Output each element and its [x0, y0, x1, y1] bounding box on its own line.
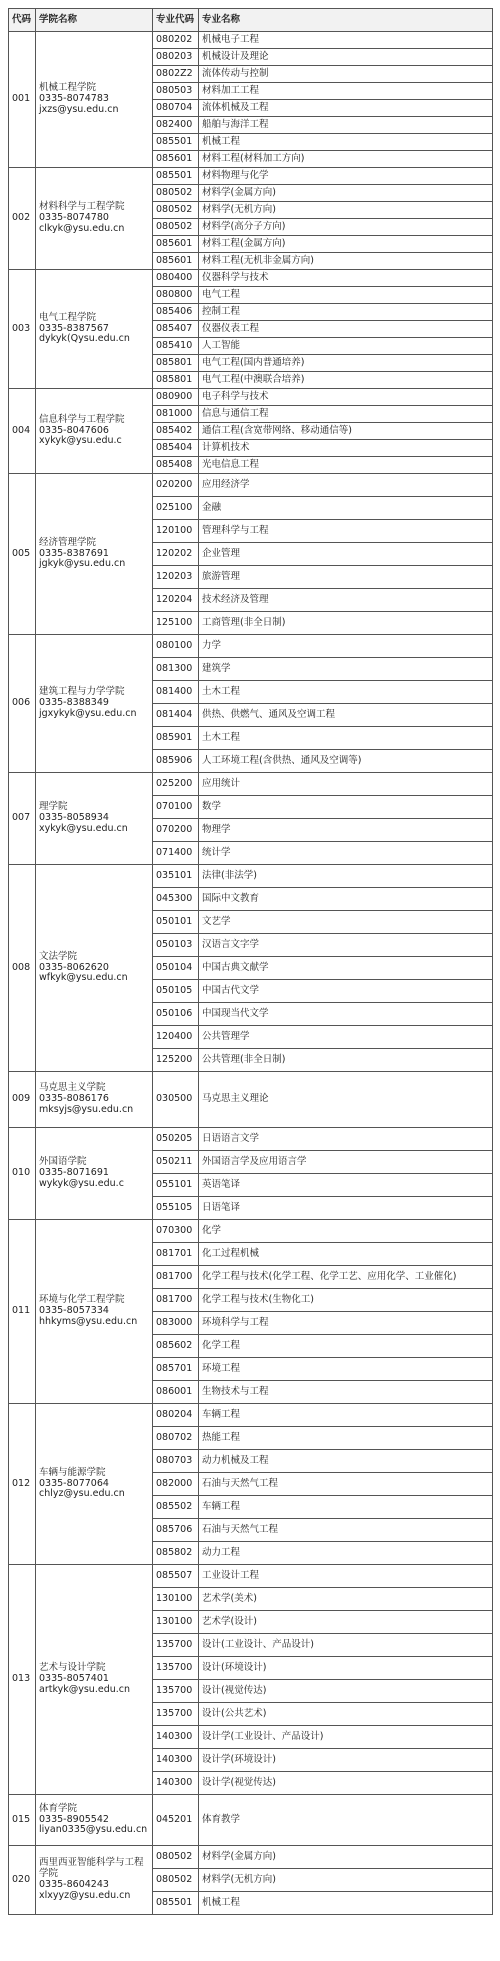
college-phone: 0335-8071691	[39, 1167, 109, 1179]
major-code: 125100	[153, 612, 199, 635]
major-code: 085402	[153, 423, 199, 440]
major-name: 日语笔译	[199, 1197, 493, 1220]
table-row	[9, 635, 493, 658]
major-code: 082000	[153, 1473, 199, 1496]
major-code: 086001	[153, 1381, 199, 1404]
major-name: 英语笔译	[199, 1174, 493, 1197]
major-name: 环境工程	[199, 1358, 493, 1381]
college-name: 环境与化学工程学院	[39, 1294, 125, 1306]
major-name: 艺术学(设计)	[199, 1611, 493, 1634]
college-phone: 0335-8058934	[39, 812, 109, 824]
major-name: 石油与天然气工程	[199, 1473, 493, 1496]
major-code: 083000	[153, 1312, 199, 1335]
header-code: 代码	[9, 9, 36, 32]
college-info	[36, 1220, 153, 1404]
table-row	[9, 389, 493, 406]
college-info	[36, 1404, 153, 1565]
college-email: wfkyk@ysu.edu.cn	[39, 972, 128, 984]
table-row	[9, 1072, 493, 1128]
major-code: 120202	[153, 543, 199, 566]
college-info	[36, 168, 153, 270]
major-name: 工商管理(非全日制)	[199, 612, 493, 635]
college-email: clkyk@ysu.edu.cn	[39, 222, 125, 234]
major-code: 081000	[153, 406, 199, 423]
major-code: 085404	[153, 440, 199, 457]
college-info	[36, 635, 153, 773]
college-info	[36, 865, 153, 1072]
college-name: 车辆与能源学院	[39, 1466, 106, 1478]
college-phone: 0335-8074783	[39, 93, 109, 105]
major-name: 计算机技术	[199, 440, 493, 457]
college-email: jxzs@ysu.edu.cn	[39, 103, 119, 115]
major-name: 企业管理	[199, 543, 493, 566]
college-code: 011	[9, 1220, 36, 1404]
major-name: 设计(环境设计)	[199, 1657, 493, 1680]
major-name: 材料学(金属方向)	[199, 185, 493, 202]
major-name: 中国现当代文学	[199, 1003, 493, 1026]
major-code: 055101	[153, 1174, 199, 1197]
major-code: 050103	[153, 934, 199, 957]
major-name: 法律(非法学)	[199, 865, 493, 888]
college-name: 建筑工程与力学学院	[39, 686, 125, 698]
major-name: 中国古代文学	[199, 980, 493, 1003]
major-code: 085901	[153, 727, 199, 750]
major-code: 035101	[153, 865, 199, 888]
major-name: 设计(公共艺术)	[199, 1703, 493, 1726]
major-code: 080704	[153, 100, 199, 117]
major-code: 085701	[153, 1358, 199, 1381]
major-name: 汉语言文字学	[199, 934, 493, 957]
college-name: 信息科学与工程学院	[39, 413, 125, 425]
major-name: 机械电子工程	[199, 32, 493, 49]
college-email: wykyk@ysu.edu.c	[39, 1177, 124, 1189]
college-phone: 0335-8388349	[39, 697, 109, 709]
college-code: 002	[9, 168, 36, 270]
college-code: 015	[9, 1795, 36, 1846]
major-code: 025100	[153, 497, 199, 520]
major-code: 080900	[153, 389, 199, 406]
college-name: 理学院	[39, 801, 68, 813]
major-code: 050211	[153, 1151, 199, 1174]
major-code: 085408	[153, 457, 199, 474]
major-name: 供热、供燃气、通风及空调工程	[199, 704, 493, 727]
major-code: 050105	[153, 980, 199, 1003]
college-code: 010	[9, 1128, 36, 1220]
major-name: 人工环境工程(含供热、通风及空调等)	[199, 750, 493, 773]
major-name: 国际中文教育	[199, 888, 493, 911]
college-code: 001	[9, 32, 36, 168]
table-row	[9, 773, 493, 796]
major-name: 材料物理与化学	[199, 168, 493, 185]
major-code: 130100	[153, 1588, 199, 1611]
college-code: 012	[9, 1404, 36, 1565]
college-phone: 0335-8047606	[39, 424, 109, 436]
college-phone: 0335-8604243	[39, 1879, 109, 1890]
major-name: 石油与天然气工程	[199, 1519, 493, 1542]
college-email: xlxyyz@ysu.edu.cn	[39, 1889, 131, 1901]
major-code: 050205	[153, 1128, 199, 1151]
major-code: 085801	[153, 372, 199, 389]
major-code: 080703	[153, 1450, 199, 1473]
major-code: 070300	[153, 1220, 199, 1243]
major-name: 机械工程	[199, 134, 493, 151]
major-name: 材料学(高分子方向)	[199, 219, 493, 236]
college-name: 外国语学院	[39, 1156, 87, 1168]
major-code: 080100	[153, 635, 199, 658]
major-code: 045201	[153, 1795, 199, 1846]
college-info	[36, 32, 153, 168]
college-phone: 0335-8387691	[39, 547, 109, 559]
major-name: 化学工程	[199, 1335, 493, 1358]
college-name: 体育学院	[39, 1802, 78, 1814]
major-name: 土木工程	[199, 681, 493, 704]
major-code: 135700	[153, 1680, 199, 1703]
major-code: 081700	[153, 1266, 199, 1289]
college-email: chlyz@ysu.edu.cn	[39, 1488, 125, 1500]
major-name: 流体机械及工程	[199, 100, 493, 117]
major-code: 085802	[153, 1542, 199, 1565]
college-info	[36, 1795, 153, 1846]
major-name: 建筑学	[199, 658, 493, 681]
major-code: 080400	[153, 270, 199, 287]
table-body	[9, 32, 493, 1915]
major-code: 120100	[153, 520, 199, 543]
major-name: 化学工程与技术(化学工程、化学工艺、应用化学、工业催化)	[199, 1266, 493, 1289]
table-row	[9, 865, 493, 888]
major-name: 材料工程(无机非金属方向)	[199, 253, 493, 270]
college-phone: 0335-8077064	[39, 1477, 109, 1489]
major-name: 力学	[199, 635, 493, 658]
major-name: 机械设计及理论	[199, 49, 493, 66]
college-code: 008	[9, 865, 36, 1072]
major-code: 080502	[153, 185, 199, 202]
major-code: 120204	[153, 589, 199, 612]
major-code: 085407	[153, 321, 199, 338]
major-code: 045300	[153, 888, 199, 911]
college-code: 004	[9, 389, 36, 474]
major-name: 信息与通信工程	[199, 406, 493, 423]
major-code: 081404	[153, 704, 199, 727]
major-code: 085507	[153, 1565, 199, 1588]
major-name: 金融	[199, 497, 493, 520]
major-code: 080204	[153, 1404, 199, 1427]
major-name: 仪器仪表工程	[199, 321, 493, 338]
major-code: 080503	[153, 83, 199, 100]
major-name: 动力工程	[199, 1542, 493, 1565]
college-email: jgxykyk@ysu.edu.cn	[39, 707, 137, 719]
major-code: 140300	[153, 1749, 199, 1772]
college-info	[36, 1846, 153, 1915]
table-row	[9, 1565, 493, 1588]
major-name: 化工过程机械	[199, 1243, 493, 1266]
major-code: 080502	[153, 219, 199, 236]
major-name: 材料学(无机方向)	[199, 1869, 493, 1892]
major-name: 电子科学与技术	[199, 389, 493, 406]
major-name: 艺术学(美术)	[199, 1588, 493, 1611]
college-code: 003	[9, 270, 36, 389]
major-name: 光电信息工程	[199, 457, 493, 474]
college-phone: 0335-8062620	[39, 961, 109, 973]
major-code: 070200	[153, 819, 199, 842]
major-code: 085601	[153, 151, 199, 168]
major-code: 085601	[153, 253, 199, 270]
college-email: dykyk(Qysu.edu.cn	[39, 333, 130, 345]
major-name: 控制工程	[199, 304, 493, 321]
table-row	[9, 168, 493, 185]
college-code: 006	[9, 635, 36, 773]
major-name: 材料工程(材料加工方向)	[199, 151, 493, 168]
major-name: 化学工程与技术(生物化工)	[199, 1289, 493, 1312]
major-code: 140300	[153, 1772, 199, 1795]
college-name: 文法学院	[39, 950, 78, 962]
major-name: 外国语言学及应用语言学	[199, 1151, 493, 1174]
major-code: 085406	[153, 304, 199, 321]
major-name: 热能工程	[199, 1427, 493, 1450]
major-code: 080702	[153, 1427, 199, 1450]
major-name: 动力机械及工程	[199, 1450, 493, 1473]
major-code: 135700	[153, 1634, 199, 1657]
major-code: 085410	[153, 338, 199, 355]
college-phone: 0335-8086176	[39, 1093, 109, 1105]
major-name: 应用经济学	[199, 474, 493, 497]
major-code: 080502	[153, 1846, 199, 1869]
table-row	[9, 1128, 493, 1151]
major-name: 化学	[199, 1220, 493, 1243]
major-name: 设计学(视觉传达)	[199, 1772, 493, 1795]
major-name: 流体传动与控制	[199, 66, 493, 83]
major-code: 081701	[153, 1243, 199, 1266]
major-code: 081700	[153, 1289, 199, 1312]
major-code: 120203	[153, 566, 199, 589]
college-name: 艺术与设计学院	[39, 1662, 106, 1674]
college-phone: 0335-8074780	[39, 212, 109, 224]
table-row	[9, 1404, 493, 1427]
major-code: 080502	[153, 202, 199, 219]
major-code: 140300	[153, 1726, 199, 1749]
major-name: 电气工程(中澳联合培养)	[199, 372, 493, 389]
major-name: 物理学	[199, 819, 493, 842]
major-name: 技术经济及管理	[199, 589, 493, 612]
major-name: 电气工程(国内普通培养)	[199, 355, 493, 372]
major-name: 材料工程(金属方向)	[199, 236, 493, 253]
college-email: jgkyk@ysu.edu.cn	[39, 558, 126, 570]
major-name: 公共管理(非全日制)	[199, 1049, 493, 1072]
major-code: 025200	[153, 773, 199, 796]
college-name: 马克思主义学院	[39, 1082, 106, 1094]
college-info	[36, 1565, 153, 1795]
major-name: 日语语言文学	[199, 1128, 493, 1151]
header-major-name: 专业名称	[199, 9, 493, 32]
table-row	[9, 1846, 493, 1869]
major-code: 070100	[153, 796, 199, 819]
major-name: 中国古典文献学	[199, 957, 493, 980]
table-row	[9, 1795, 493, 1846]
college-email: liyan0335@ysu.edu.cn	[39, 1824, 148, 1836]
college-name: 西里西亚智能科学与工程学院	[39, 1857, 144, 1880]
major-name: 体育教学	[199, 1795, 493, 1846]
major-code: 030500	[153, 1072, 199, 1128]
major-name: 材料加工工程	[199, 83, 493, 100]
major-code: 085801	[153, 355, 199, 372]
major-code: 085501	[153, 168, 199, 185]
major-code: 081300	[153, 658, 199, 681]
header-college: 学院名称	[36, 9, 153, 32]
major-code: 081400	[153, 681, 199, 704]
college-name: 机械工程学院	[39, 82, 97, 94]
major-name: 车辆工程	[199, 1404, 493, 1427]
major-code: 055105	[153, 1197, 199, 1220]
major-name: 旅游管理	[199, 566, 493, 589]
header-major-code: 专业代码	[153, 9, 199, 32]
major-code: 085706	[153, 1519, 199, 1542]
college-info	[36, 1128, 153, 1220]
college-name: 经济管理学院	[39, 536, 97, 548]
major-name: 环境科学与工程	[199, 1312, 493, 1335]
major-name: 马克思主义理论	[199, 1072, 493, 1128]
major-name: 电气工程	[199, 287, 493, 304]
major-name: 应用统计	[199, 773, 493, 796]
major-code: 085602	[153, 1335, 199, 1358]
major-name: 生物技术与工程	[199, 1381, 493, 1404]
major-code: 080203	[153, 49, 199, 66]
college-name: 电气工程学院	[39, 311, 97, 323]
college-email: artkyk@ysu.edu.cn	[39, 1683, 131, 1695]
majors-table	[8, 8, 493, 1915]
major-name: 机械工程	[199, 1892, 493, 1915]
major-code: 130100	[153, 1611, 199, 1634]
major-name: 数学	[199, 796, 493, 819]
college-code: 020	[9, 1846, 36, 1915]
college-code: 005	[9, 474, 36, 635]
college-email: xykyk@ysu.edu.c	[39, 435, 122, 447]
header-row	[9, 9, 493, 32]
major-name: 文艺学	[199, 911, 493, 934]
major-name: 材料学(金属方向)	[199, 1846, 493, 1869]
college-code: 009	[9, 1072, 36, 1128]
major-code: 050106	[153, 1003, 199, 1026]
major-code: 085501	[153, 1892, 199, 1915]
major-name: 公共管理学	[199, 1026, 493, 1049]
major-code: 080800	[153, 287, 199, 304]
major-name: 设计(视觉传达)	[199, 1680, 493, 1703]
major-code: 050101	[153, 911, 199, 934]
college-info	[36, 1072, 153, 1128]
major-code: 085906	[153, 750, 199, 773]
major-name: 设计学(工业设计、产品设计)	[199, 1726, 493, 1749]
table-row	[9, 32, 493, 49]
major-code: 0802Z2	[153, 66, 199, 83]
major-code: 085501	[153, 134, 199, 151]
table-row	[9, 1220, 493, 1243]
college-email: xykyk@ysu.edu.cn	[39, 822, 128, 834]
major-code: 125200	[153, 1049, 199, 1072]
college-email: mksyjs@ysu.edu.cn	[39, 1103, 134, 1115]
college-phone: 0335-8387567	[39, 322, 109, 334]
major-name: 车辆工程	[199, 1496, 493, 1519]
major-name: 人工智能	[199, 338, 493, 355]
major-name: 设计学(环境设计)	[199, 1749, 493, 1772]
major-name: 统计学	[199, 842, 493, 865]
major-name: 材料学(无机方向)	[199, 202, 493, 219]
major-code: 135700	[153, 1703, 199, 1726]
college-phone: 0335-8905542	[39, 1813, 109, 1825]
college-code: 007	[9, 773, 36, 865]
major-code: 082400	[153, 117, 199, 134]
major-code: 050104	[153, 957, 199, 980]
major-name: 工业设计工程	[199, 1565, 493, 1588]
major-name: 设计(工业设计、产品设计)	[199, 1634, 493, 1657]
major-name: 土木工程	[199, 727, 493, 750]
major-code: 135700	[153, 1657, 199, 1680]
major-code: 085502	[153, 1496, 199, 1519]
table-row	[9, 270, 493, 287]
college-email: hhkyms@ysu.edu.cn	[39, 1315, 138, 1327]
major-code: 120400	[153, 1026, 199, 1049]
major-name: 仪器科学与技术	[199, 270, 493, 287]
college-phone: 0335-8057401	[39, 1673, 109, 1685]
major-name: 通信工程(含宽带网络、移动通信等)	[199, 423, 493, 440]
college-info	[36, 773, 153, 865]
college-info	[36, 389, 153, 474]
major-code: 071400	[153, 842, 199, 865]
college-name: 材料科学与工程学院	[39, 201, 125, 213]
table-row	[9, 474, 493, 497]
college-info	[36, 270, 153, 389]
major-code: 080202	[153, 32, 199, 49]
major-name: 船舶与海洋工程	[199, 117, 493, 134]
major-code: 085601	[153, 236, 199, 253]
major-code: 020200	[153, 474, 199, 497]
major-code: 080502	[153, 1869, 199, 1892]
college-code: 013	[9, 1565, 36, 1795]
college-info	[36, 474, 153, 635]
college-phone: 0335-8057334	[39, 1305, 109, 1317]
major-name: 管理科学与工程	[199, 520, 493, 543]
